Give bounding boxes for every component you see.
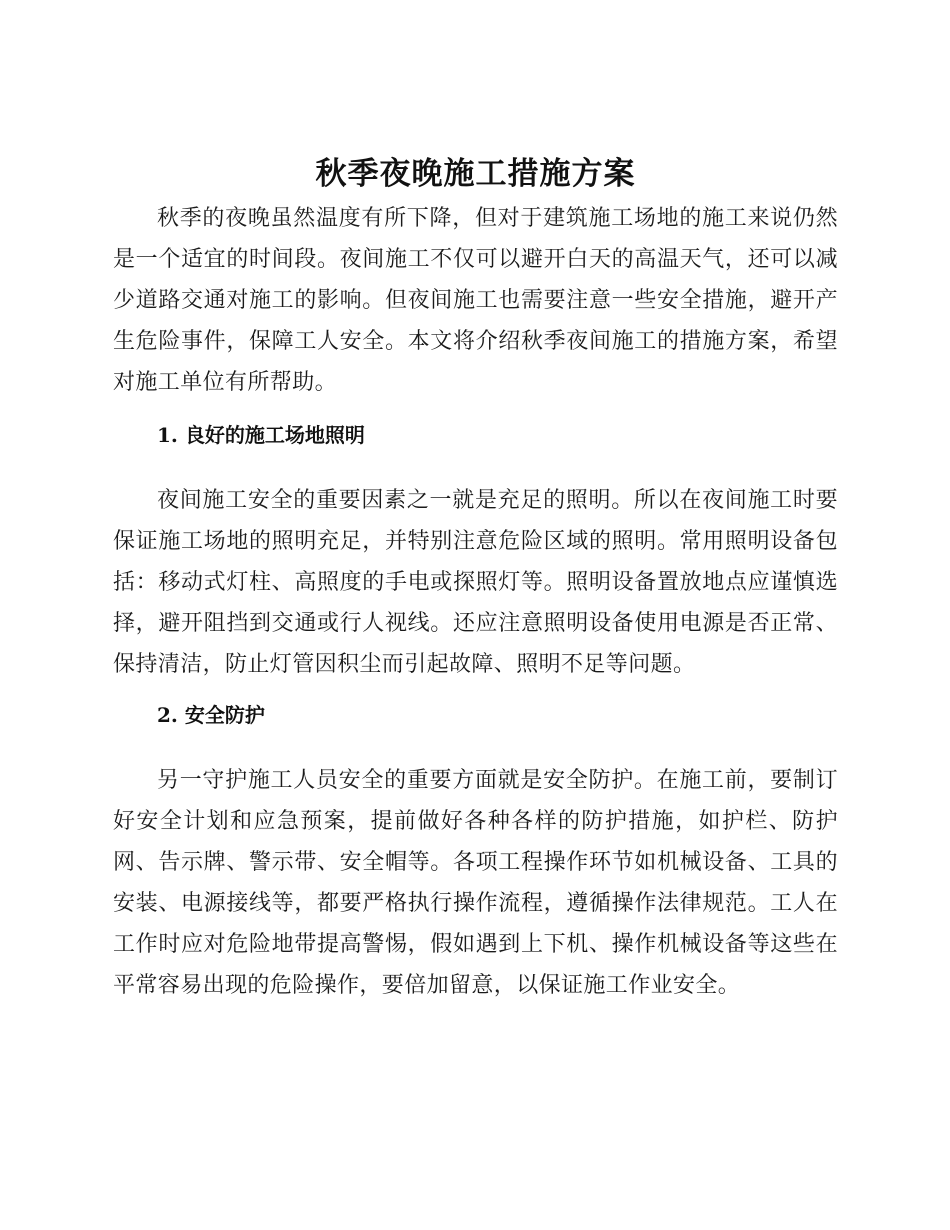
intro-paragraph: 秋季的夜晚虽然温度有所下降，但对于建筑施工场地的施工来说仍然是一个适宜的时间段。夜间施工不仅可以避开白天的高温天气，还可以减少道路交通对施工的影响。但夜间施工也需要注意一些安全措施，避开产生危险事件，保障工人安全。本文将介绍秋季夜间施工的措施方案，希望对施工单位有所帮助。: [113, 206, 838, 395]
section-1-heading: 1. 良好的施工场地照明: [157, 423, 365, 447]
section-1-paragraph: 夜间施工安全的重要因素之一就是充足的照明。所以在夜间施工时要保证施工场地的照明充足，并特别注意危险区域的照明。常用照明设备包括：移动式灯柱、高照度的手电或探照灯等。照明设备置放地点应谨慎选择，避开阻挡到交通或行人视线。还应注意照明设备使用电源是否正常、保持清洁，防止灯管因积尘而引起故障、照明不足等问题。: [113, 488, 838, 677]
document-title: 秋季夜晚施工措施方案: [315, 156, 636, 192]
document-body: [113, 150, 838, 1006]
section-2-paragraph: 另一守护施工人员安全的重要方面就是安全防护。在施工前，要制订好安全计划和应急预案，提前做好各种各样的防护措施，如护栏、防护网、告示牌、警示带、安全帽等。各项工程操作环节如机械设备、工具的安装、电源接线等，都要严格执行操作流程，遵循操作法律规范。工人在工作时应对危险地带提高警惕，假如遇到上下机、操作机械设备等这些在平常容易出现的危险操作，要倍加留意，以保证施工作业安全。: [113, 768, 838, 998]
section-2-heading: 2. 安全防护: [157, 703, 265, 727]
